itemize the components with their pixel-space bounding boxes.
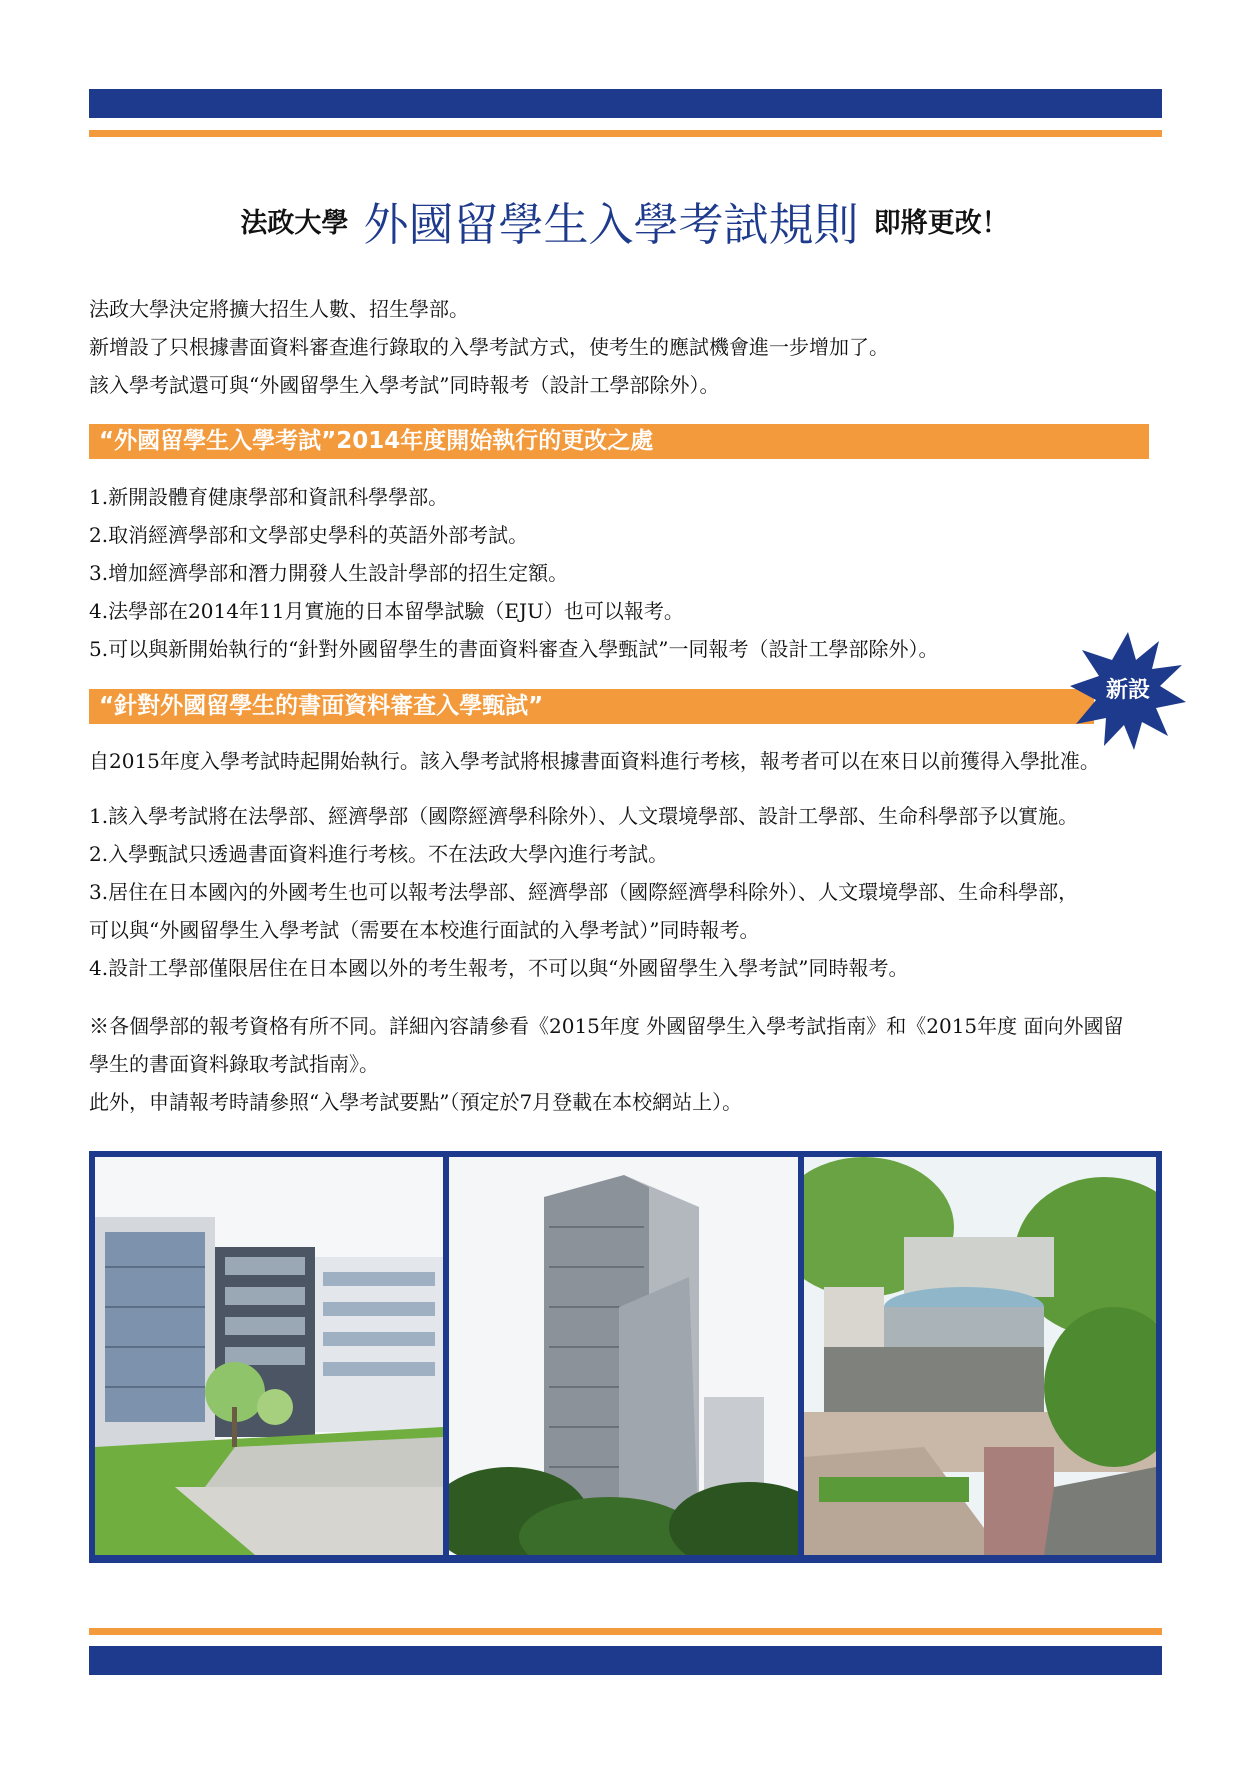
section2-intro [89,742,1169,780]
intro-line: 新增設了只根據書面資料審查進行錄取的入學考試方式，使考生的應試機會進一步增加了。 [89,335,889,359]
bottom-blue-bar [89,1646,1162,1675]
note-line: ※各個學部的報考資格有所不同。詳細內容請參看《2015年度 外國留學生入學考試指南》和《2015年度 面向外國留 [89,1014,1124,1038]
intro-text [89,290,1169,404]
campus-photo-3 [804,1157,1156,1555]
section1-heading: “外國留學生入學考試”2014年度開始執行的更改之處 [89,424,1149,459]
list-item: 1.該入學考試將在法學部、經濟學部（國際經濟學科除外）、人文環境學部、設計工學部、生命科學部予以實施。 [89,804,1079,828]
new-badge-label: 新設 [1105,678,1151,703]
list-item: 4.設計工學部僅限居住在日本國以外的考生報考，不可以與“外國留學生入學考試”同時報考。 [89,956,909,980]
bottom-orange-bar [89,1628,1162,1635]
section2-intro-line: 自2015年度入學考試時起開始執行。該入學考試將根據書面資料進行考核，報考者可以在來日以前獲得入學批准。 [89,749,1100,773]
note-line: 學生的書面資料錄取考試指南》。 [89,1052,379,1076]
intro-line: 該入學考試還可與“外國留學生入學考試”同時報考（設計工學部除外）。 [89,373,720,397]
campus-photo-1 [95,1157,443,1555]
list-item: 3.增加經濟學部和潛力開發人生設計學部的招生定額。 [89,561,569,585]
notes [89,1007,1169,1121]
section1-list [89,478,1179,668]
title-prefix: 法政大學 [240,208,349,239]
list-item: 4.法學部在2014年11月實施的日本留學試驗（EJU）也可以報考。 [89,599,684,623]
section2-list [89,797,1179,987]
list-item: 1.新開設體育健康學部和資訊科學學部。 [89,485,449,509]
campus-photo-2 [449,1157,798,1555]
intro-line: 法政大學決定將擴大招生人數、招生學部。 [89,297,469,321]
list-item: 2.入學甄試只透過書面資料進行考核。不在法政大學內進行考試。 [89,842,669,866]
list-item: 2.取消經濟學部和文學部史學科的英語外部考試。 [89,523,529,547]
list-item: 5.可以與新開始執行的“針對外國留學生的書面資料審查入學甄試”一同報考（設計工學部除外）。 [89,637,939,661]
title-suffix: 即將更改！ [873,208,1009,239]
new-badge [1068,630,1188,750]
top-orange-bar [89,130,1162,137]
top-blue-bar [89,89,1162,118]
campus-photo-strip [89,1151,1162,1563]
list-item: 可以與“外國留學生入學考試（需要在本校進行面試的入學考試）”同時報考。 [89,918,760,942]
title-main: 外國留學生入學考試規則 [363,198,859,251]
page-title [0,188,1249,253]
note-line: 此外，申請報考時請參照“入學考試要點”（預定於7月登載在本校網站上）。 [89,1090,743,1114]
section2-heading: “針對外國留學生的書面資料審查入學甄試” [89,689,1094,724]
list-item: 3.居住在日本國內的外國考生也可以報考法學部、經濟學部（國際經濟學科除外）、人文環境學部、生命科學部， [89,880,1079,904]
